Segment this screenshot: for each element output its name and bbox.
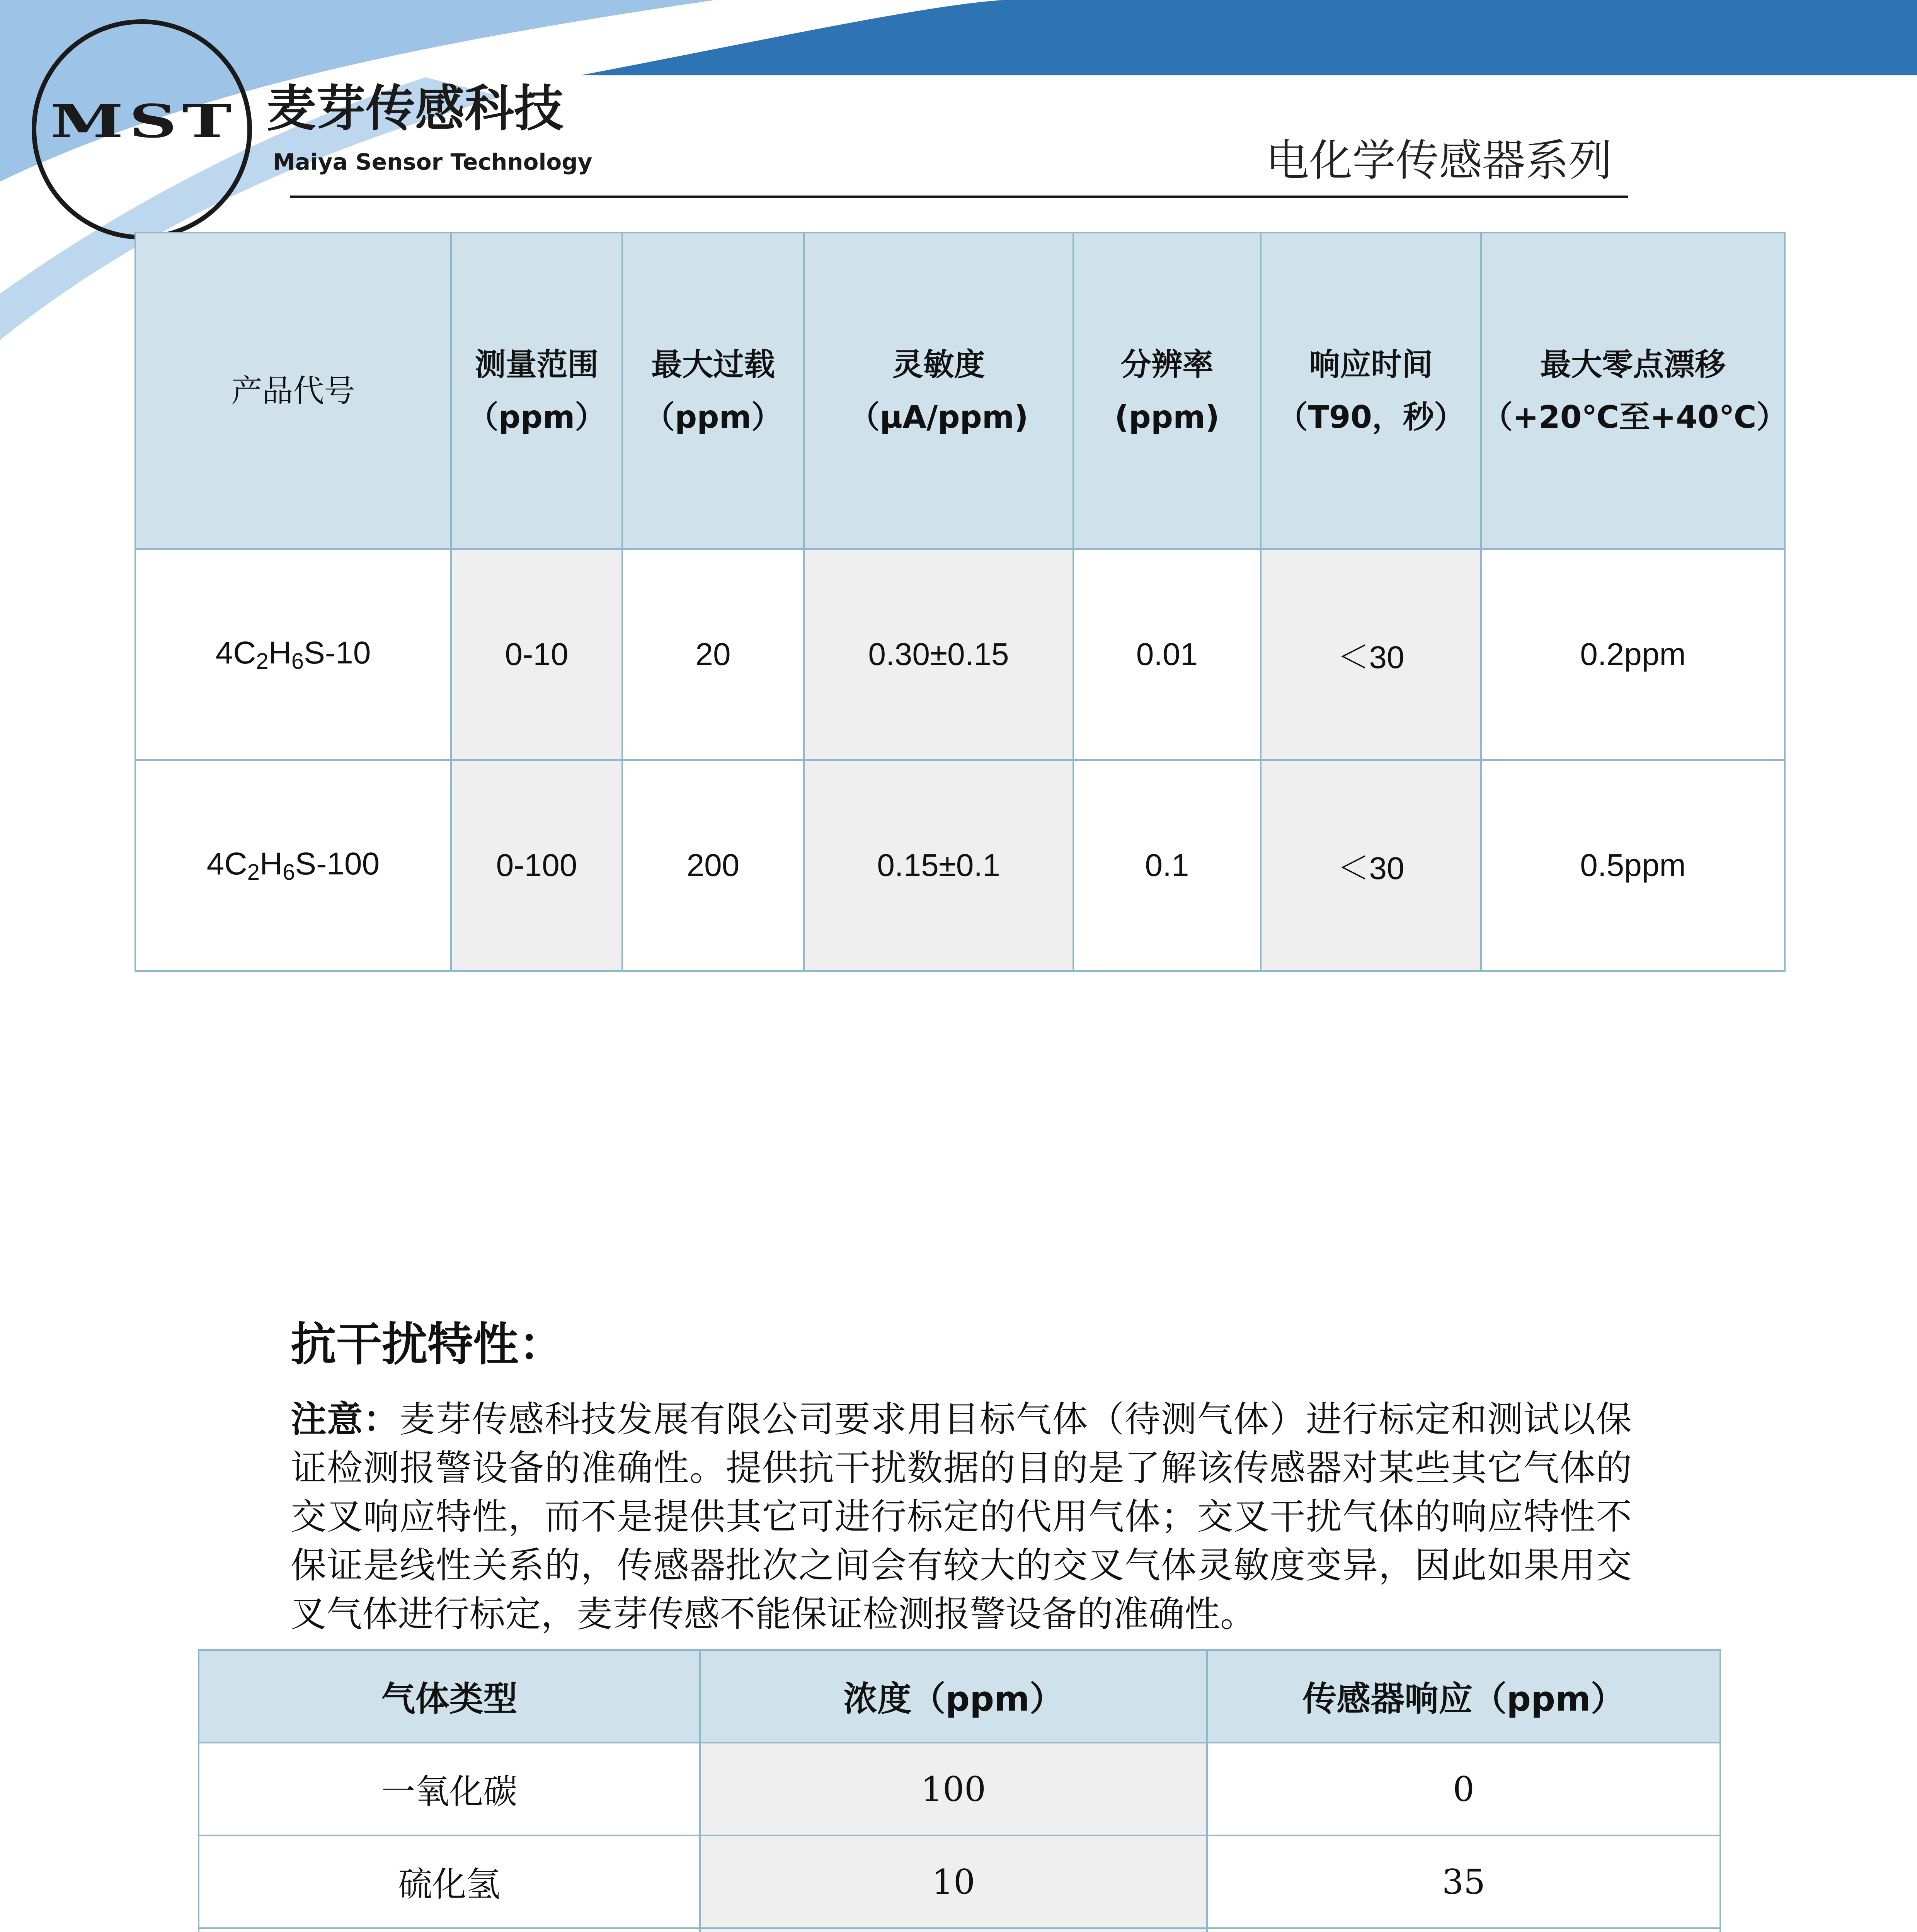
concentration-cell: 10 bbox=[700, 1835, 1207, 1928]
series-title: 电化学传感器系列 bbox=[1266, 136, 1612, 186]
company-name-en: Maiya Sensor Technology bbox=[273, 149, 592, 175]
spec-header-row bbox=[135, 233, 1785, 549]
sensor-response-header: 传感器响应（ppm） bbox=[1207, 1650, 1720, 1743]
table-row bbox=[135, 549, 1785, 760]
sensor-response-cell: 0 bbox=[1207, 1743, 1720, 1835]
gas-header-row bbox=[199, 1650, 1720, 1743]
response-time-cell: ＜30 bbox=[1261, 760, 1481, 971]
spec-header-cell: 响应时间 （T90，秒） bbox=[1261, 233, 1481, 549]
company-name-cn: 麦芽传感科技 bbox=[267, 80, 564, 138]
note-label: 注意： bbox=[291, 1398, 400, 1440]
spec-header-cell: 测量范围 （ppm） bbox=[451, 233, 622, 549]
note-text: 麦芽传感科技发展有限公司要求用目标气体（待测气体）进行标定和测试以保证检测报警设备的准确性。提供抗干扰数据的目的是了解该传感器对某些其它气体的交叉响应特性，而不是提供其它可进行标定的代用气体；交叉干扰气体的响应特性不保证是线性关系的，传感器批次之间会有较大的交叉气体灵敏度变异，因此如果用交叉气体进行标定，麦芽传感不能保证检测报警设备的准确性。 bbox=[291, 1398, 1632, 1635]
note-paragraph bbox=[291, 1395, 1632, 1638]
product-code-cell: $4C_2H_6S-10$ bbox=[135, 549, 451, 760]
table-row bbox=[135, 760, 1785, 971]
sensor-response-cell bbox=[1207, 1928, 1720, 1932]
spec-table bbox=[134, 232, 1786, 972]
cross-sensitivity-table bbox=[198, 1649, 1721, 1932]
header-blue-band bbox=[580, 0, 1917, 75]
spec-header-cell: 最大过载 （ppm） bbox=[622, 233, 804, 549]
section-title: 抗干扰特性： bbox=[291, 1318, 565, 1371]
gas-type-header: 气体类型 bbox=[199, 1650, 700, 1743]
concentration-header: 浓度（ppm） bbox=[700, 1650, 1207, 1743]
spec-header-cell: 灵敏度 （μA/ppm) bbox=[804, 233, 1073, 549]
sensitivity-cell: 0.15±0.1 bbox=[804, 760, 1073, 971]
logo-text: MST bbox=[50, 94, 237, 148]
gas-type-cell: 硫化氢 bbox=[199, 1835, 700, 1928]
range-cell: 0-10 bbox=[451, 549, 622, 760]
response-time-cell: ＜30 bbox=[1261, 549, 1481, 760]
zero-drift-cell: 0.2ppm bbox=[1481, 549, 1785, 760]
sensor-response-cell: 35 bbox=[1207, 1835, 1720, 1928]
resolution-cell: 0.1 bbox=[1073, 760, 1261, 971]
overload-cell: 20 bbox=[622, 549, 804, 760]
gas-type-cell bbox=[199, 1928, 700, 1932]
zero-drift-cell: 0.5ppm bbox=[1481, 760, 1785, 971]
sensitivity-cell: 0.30±0.15 bbox=[804, 549, 1073, 760]
header-rule bbox=[290, 196, 1628, 198]
table-row bbox=[199, 1743, 1720, 1835]
table-row bbox=[199, 1928, 1720, 1932]
range-cell: 0-100 bbox=[451, 760, 622, 971]
spec-header-cell: 最大零点漂移 （+20℃至+40℃） bbox=[1481, 233, 1785, 549]
gas-type-cell: 一氧化碳 bbox=[199, 1743, 700, 1835]
concentration-cell bbox=[700, 1928, 1207, 1932]
concentration-cell: 100 bbox=[700, 1743, 1207, 1835]
spec-header-cell: 产品代号 bbox=[135, 233, 451, 549]
overload-cell: 200 bbox=[622, 760, 804, 971]
spec-header-cell: 分辨率 (ppm) bbox=[1073, 233, 1261, 549]
table-row bbox=[199, 1835, 1720, 1928]
product-code-cell: $4C_2H_6S-100$ bbox=[135, 760, 451, 971]
resolution-cell: 0.01 bbox=[1073, 549, 1261, 760]
